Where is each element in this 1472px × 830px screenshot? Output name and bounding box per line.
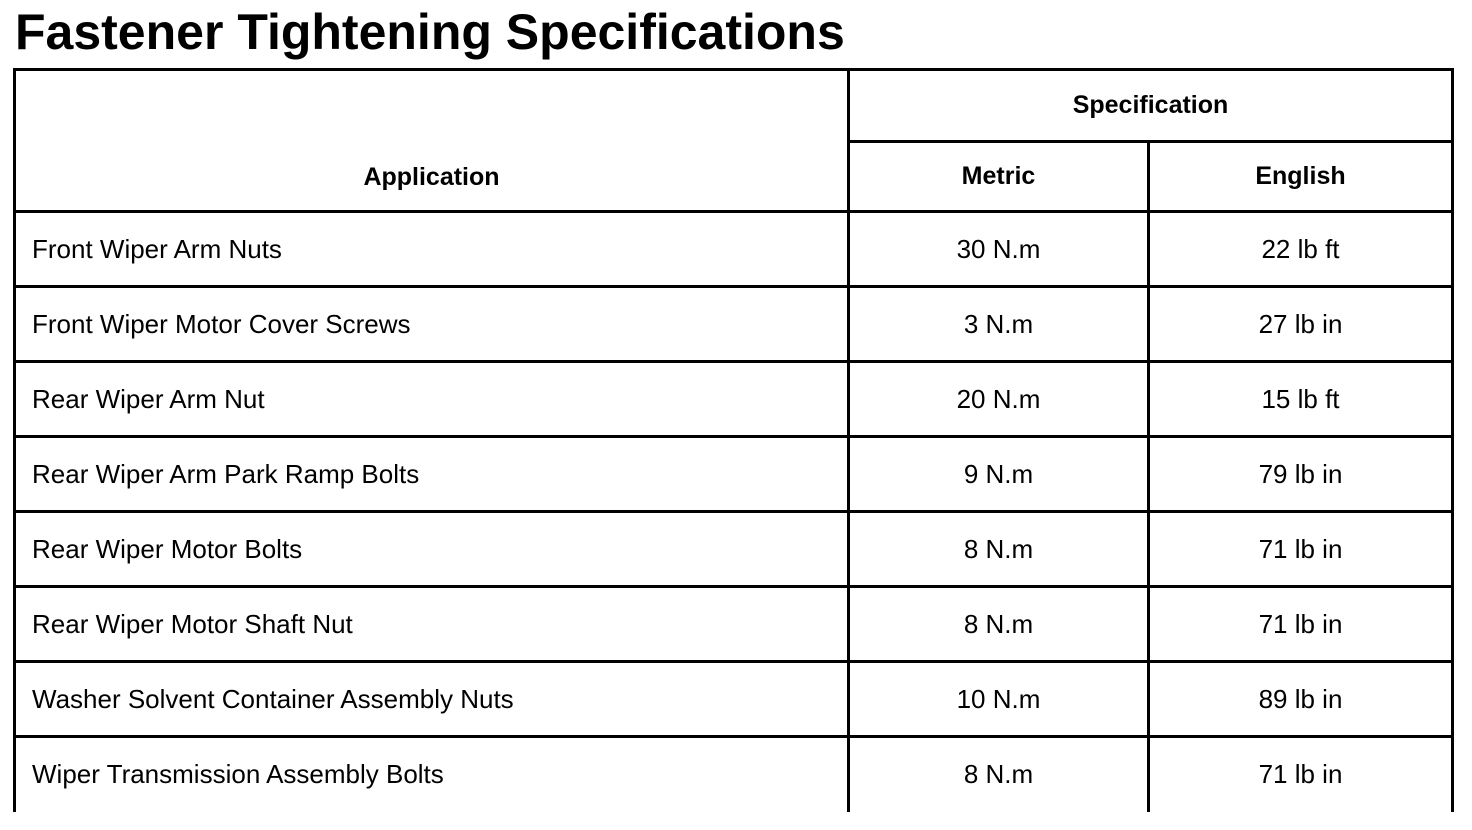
table-header xyxy=(15,70,1453,212)
header-english: English xyxy=(1149,142,1453,212)
metric-cell: 9 N.m xyxy=(849,437,1149,512)
metric-cell: 8 N.m xyxy=(849,512,1149,587)
metric-cell: 20 N.m xyxy=(849,362,1149,437)
table-row xyxy=(15,587,1453,662)
english-cell: 22 lb ft xyxy=(1149,212,1453,287)
table-row xyxy=(15,212,1453,287)
application-cell: Rear Wiper Motor Bolts xyxy=(15,512,849,587)
english-cell: 27 lb in xyxy=(1149,287,1453,362)
metric-cell: 10 N.m xyxy=(849,662,1149,737)
application-cell: Front Wiper Motor Cover Screws xyxy=(15,287,849,362)
metric-cell: 3 N.m xyxy=(849,287,1149,362)
table-row xyxy=(15,287,1453,362)
application-cell: Washer Solvent Container Assembly Nuts xyxy=(15,662,849,737)
page-title: Fastener Tightening Specifications xyxy=(15,4,845,60)
application-cell: Front Wiper Arm Nuts xyxy=(15,212,849,287)
english-cell: 71 lb in xyxy=(1149,737,1453,812)
table-row xyxy=(15,437,1453,512)
english-cell: 71 lb in xyxy=(1149,587,1453,662)
header-row-top xyxy=(15,70,1453,142)
english-cell: 15 lb ft xyxy=(1149,362,1453,437)
table-row xyxy=(15,362,1453,437)
english-cell: 71 lb in xyxy=(1149,512,1453,587)
metric-cell: 30 N.m xyxy=(849,212,1149,287)
application-cell: Wiper Transmission Assembly Bolts xyxy=(15,737,849,812)
table-body xyxy=(15,212,1453,812)
header-metric: Metric xyxy=(849,142,1149,212)
application-cell: Rear Wiper Motor Shaft Nut xyxy=(15,587,849,662)
fastener-spec-table xyxy=(13,68,1454,812)
table-row xyxy=(15,512,1453,587)
metric-cell: 8 N.m xyxy=(849,587,1149,662)
header-application: Application xyxy=(15,70,849,212)
application-cell: Rear Wiper Arm Nut xyxy=(15,362,849,437)
table-row xyxy=(15,737,1453,812)
application-cell: Rear Wiper Arm Park Ramp Bolts xyxy=(15,437,849,512)
english-cell: 79 lb in xyxy=(1149,437,1453,512)
header-specification: Specification xyxy=(849,70,1453,142)
english-cell: 89 lb in xyxy=(1149,662,1453,737)
table-row xyxy=(15,662,1453,737)
metric-cell: 8 N.m xyxy=(849,737,1149,812)
